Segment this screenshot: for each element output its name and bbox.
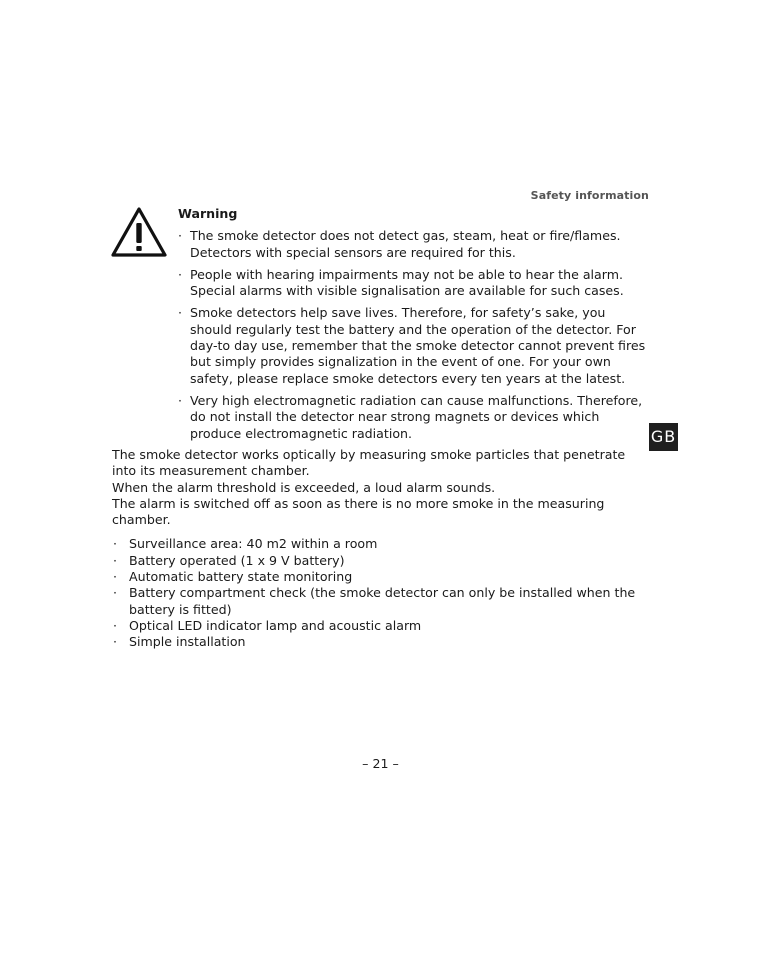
warning-item-text: People with hearing impairments may not be able to hear the alarm. Special alarms with visible signalisation are available for such cases. [190, 266, 624, 299]
paragraph-line: The smoke detector works optically by measuring smoke particles that penetrate into its measurement chamber. [112, 447, 626, 479]
list-item [112, 553, 642, 569]
paragraph-line: The alarm is switched off as soon as there is no more smoke in the measuring chamber. [112, 495, 605, 528]
list-item [112, 569, 642, 585]
list-item [112, 634, 642, 650]
warning-block [178, 206, 648, 448]
bullet-icon: · [113, 634, 118, 650]
list-item [112, 585, 642, 618]
warning-item [178, 267, 648, 300]
list-item [112, 536, 642, 552]
bullet-icon: · [178, 228, 183, 244]
bullet-icon: · [113, 569, 118, 585]
warning-title: Warning [178, 206, 238, 221]
feature-text: Battery compartment check (the smoke detector can only be installed when the battery is fitted) [129, 585, 636, 617]
bullet-icon: · [113, 585, 118, 601]
warning-item-text: The smoke detector does not detect gas, steam, heat or fire/flames. Detectors with special sensors are required for this. [190, 228, 621, 260]
feature-text: Automatic battery state monitoring [129, 569, 353, 585]
warning-triangle-icon [110, 206, 168, 258]
bullet-icon: · [113, 536, 118, 552]
bullet-icon: · [178, 305, 183, 321]
bullet-icon: · [178, 392, 183, 408]
feature-text: Surveillance area: 40 m2 within a room [129, 536, 378, 552]
bullet-icon: · [113, 617, 118, 633]
warning-item [178, 228, 648, 261]
feature-text: Optical LED indicator lamp and acoustic alarm [129, 617, 422, 633]
main-content [112, 447, 642, 651]
warning-item [178, 393, 648, 442]
bullet-icon: · [113, 552, 118, 568]
feature-text: Battery operated (1 x 9 V battery) [129, 552, 345, 568]
section-header: Safety information [530, 189, 649, 202]
feature-text: Simple installation [129, 634, 246, 650]
warning-item-text: Smoke detectors help save lives. Therefore, for safety’s sake, you should regularly test the battery and the operation of the detector. For day-to day use, remember that the smoke detector cannot prevent fires but simply provides signalization in the event of one. For your own safety, please replace smoke detectors every ten years at the latest. [190, 305, 646, 386]
bullet-icon: · [178, 266, 183, 282]
language-tab-gb: GB [649, 423, 678, 451]
warning-item-text: Very high electromagnetic radiation can cause malfunctions. Therefore, do not install the detector near strong magnets or devices which produce electromagnetic radiation. [190, 392, 643, 441]
paragraph-line: When the alarm threshold is exceeded, a loud alarm sounds. [112, 479, 496, 495]
page-number: – 21 – [362, 756, 399, 771]
feature-list [112, 536, 642, 650]
warning-item [178, 305, 648, 386]
list-item [112, 618, 642, 634]
body-paragraph [112, 447, 642, 528]
